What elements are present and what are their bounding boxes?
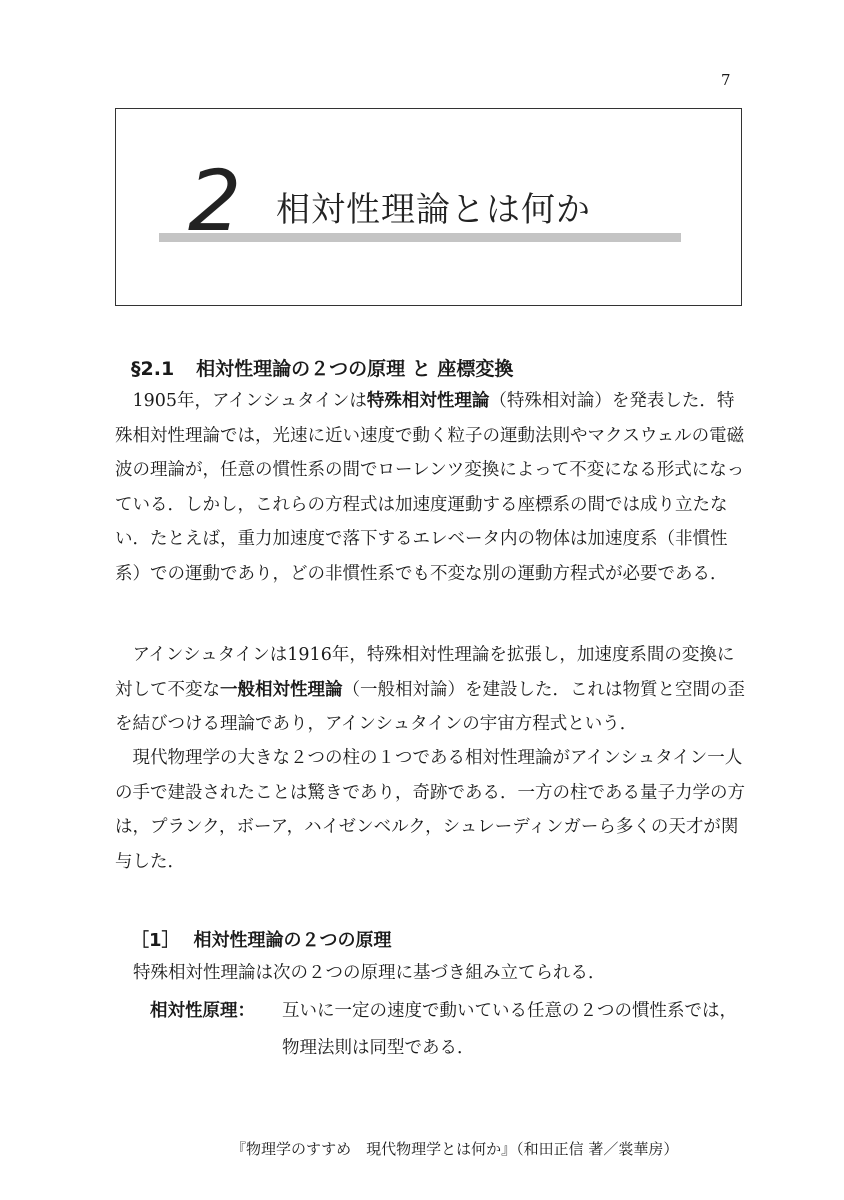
paragraph-1-text-b: （特殊相対論）を発表した．特殊相対性理論では，光速に近い速度で動く粒子の運動法則やマクスウェルの電磁波の理論が，任意の慣性系の間でローレンツ変換によって不変になる形式になっている．しかし，これらの方程式は加速度運動する座標系の間では成り立たない．たとえば，重力加速度で落下するエレベータ内の物体は加速度系（非慣性系）での運動であり，どの非慣性系でも不変な別の運動方程式が必要である． bbox=[115, 391, 745, 584]
subsection-heading bbox=[131, 926, 392, 952]
principle-text: 互いに一定の速度で動いている任意の２つの慣性系では，物理法則は同型である． bbox=[282, 1001, 737, 1058]
paragraph-2 bbox=[115, 638, 747, 742]
principle-definition bbox=[150, 993, 750, 1067]
section-title: 相対性理論の２つの原理 と 座標変換 bbox=[196, 358, 514, 380]
paragraph-3 bbox=[115, 741, 747, 879]
chapter-heading-box bbox=[115, 108, 742, 306]
section-heading bbox=[131, 354, 513, 381]
subsection-title: 相対性理論の２つの原理 bbox=[193, 930, 392, 951]
chapter-number: 2 bbox=[188, 152, 242, 250]
paragraph-2-text-b: （一般相対論）を建設した．これは物質と空間の歪を結びつける理論であり，アインシュタインの宇宙方程式という． bbox=[115, 679, 745, 734]
subsection-number: ［1］ bbox=[131, 930, 180, 951]
subsection-intro: 特殊相対性理論は次の２つの原理に基づき組み立てられる． bbox=[133, 963, 606, 983]
paragraph-2-text-a: アインシュタインは1916年，特殊相対性理論を拡張し，加速度系間の変換に対して不変な bbox=[115, 645, 735, 700]
paragraph-3-text: 現代物理学の大きな２つの柱の１つである相対性理論がアインシュタイン一人の手で建設されたことは驚きであり，奇跡である．一方の柱である量子力学の方は，プランク，ボーア，ハイゼンベルク，シュレーディンガーら多くの天才が関与した． bbox=[115, 748, 745, 872]
principle-label: 相対性原理： bbox=[150, 1001, 255, 1021]
chapter-title: 相対性理論とは何か bbox=[276, 190, 591, 230]
term-special-relativity: 特殊相対性理論 bbox=[366, 391, 490, 411]
footer-citation: 『物理学のすすめ 現代物理学とは何か』（和田正信 著／裳華房） bbox=[231, 1140, 679, 1158]
paragraph-1 bbox=[115, 384, 747, 591]
section-number: §2.1 bbox=[131, 358, 175, 380]
paragraph-1-text-a: 1905年，アインシュタインは bbox=[132, 391, 367, 411]
term-general-relativity: 一般相対性理論 bbox=[220, 679, 343, 700]
page-number: 7 bbox=[721, 71, 731, 89]
